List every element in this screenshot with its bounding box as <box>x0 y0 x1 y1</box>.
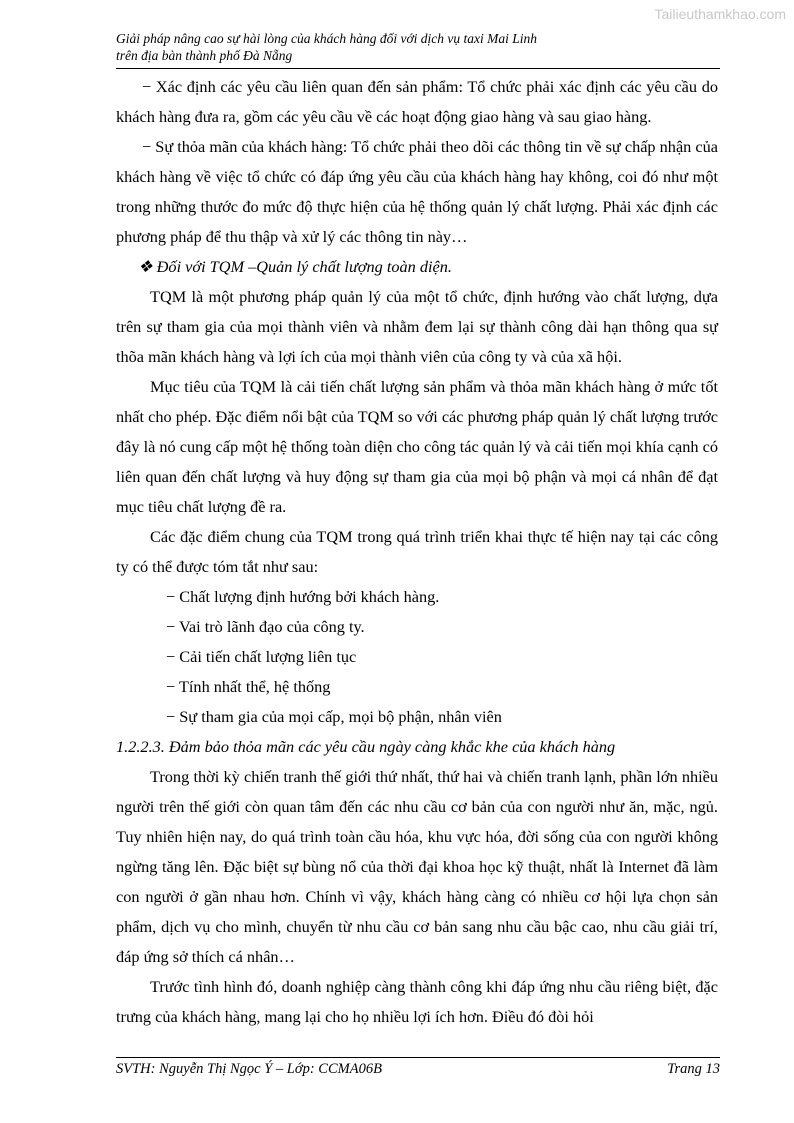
paragraph-tqm-characteristics: Các đặc điểm chung của TQM trong quá trình triển khai thực tế hiện nay tại các công ty có thể được tóm tắt như sau: <box>116 527 718 576</box>
tqm-heading: ❖ Đối với TQM –Quản lý chất lượng toàn diện. <box>138 257 452 276</box>
list-item: − Sự tham gia của mọi cấp, mọi bộ phận, nhân viên <box>166 707 502 726</box>
list-item: − Vai trò lãnh đạo của công ty. <box>166 617 365 636</box>
tqm-bullet-list <box>116 582 718 732</box>
header-line-1: Giải pháp nâng cao sự hài lòng của khách hàng đối với dịch vụ taxi Mai Linh <box>116 31 538 46</box>
page-number: Trang 13 <box>667 1061 720 1077</box>
page-body <box>116 72 718 1032</box>
footer-author: SVTH: Nguyễn Thị Ngọc Ý – Lớp: CCMA06B <box>116 1061 382 1077</box>
list-item: − Cải tiến chất lượng liên tục <box>166 647 357 666</box>
list-item: − Chất lượng định hướng bởi khách hàng. <box>166 587 440 606</box>
paragraph-product-requirements: − Xác định các yêu cầu liên quan đến sản phẩm: Tổ chức phải xác định các yêu cầu do khách hàng đưa ra, gồm các yêu cầu về các hoạt động giao hàng và sau giao hàng. <box>116 77 718 126</box>
watermark-text: Tailieuthamkhao.com <box>654 6 786 22</box>
running-footer <box>116 1060 720 1078</box>
paragraph-world-war-context: Trong thời kỳ chiến tranh thế giới thứ nhất, thứ hai và chiến tranh lạnh, phần lớn nhiều người trên thế giới còn quan tâm đến các nhu cầu cơ bản của con người như ăn, mặc, ngủ. Tuy nhiên hiện nay, do quá trình toàn cầu hóa, khu vực hóa, đời sống của con người không ngừng tăng lên. Đặc biệt sự bùng nổ của thời đại khoa học kỹ thuật, nhất là Internet đã làm con người ở gần nhau hơn. Chính vì vậy, khách hàng càng có nhiều cơ hội lựa chọn sản phẩm, dịch vụ cho mình, chuyển từ nhu cầu cơ bản sang nhu cầu bậc cao, nhu cầu giải trí, đáp ứng sở thích cá nhân… <box>116 767 718 966</box>
footer-divider <box>116 1057 720 1058</box>
list-item: − Tính nhất thể, hệ thống <box>166 677 331 696</box>
paragraph-business-success: Trước tình hình đó, doanh nghiệp càng thành công khi đáp ứng nhu cầu riêng biệt, đặc trưng của khách hàng, mang lại cho họ nhiều lợi ích hơn. Điều đó đòi hỏi <box>116 977 718 1026</box>
paragraph-tqm-objective: Mục tiêu của TQM là cải tiến chất lượng sản phẩm và thỏa mãn khách hàng ở mức tốt nhất cho phép. Đặc điểm nổi bật của TQM so với các phương pháp quản lý chất lượng trước đây là nó cung cấp một hệ thống toàn diện cho công tác quản lý và cải tiến mọi khía cạnh có liên quan đến chất lượng và huy động sự tham gia của mọi bộ phận và mọi cá nhân để đạt mục tiêu chất lượng đề ra. <box>116 377 718 516</box>
running-header <box>116 30 718 64</box>
header-line-2: trên địa bàn thành phố Đà Nẵng <box>116 48 293 63</box>
section-heading: 1.2.2.3. Đảm bảo thỏa mãn các yêu cầu ngày càng khắc khe của khách hàng <box>116 737 616 756</box>
paragraph-customer-satisfaction: − Sự thỏa mãn của khách hàng: Tổ chức phải theo dõi các thông tin về sự chấp nhận của khách hàng về việc tổ chức có đáp ứng yêu cầu của khách hàng hay không, coi đó như một trong những thước đo mức độ thực hiện của hệ thống quản lý chất lượng. Phải xác định các phương pháp để thu thập và xử lý các thông tin này… <box>116 137 718 246</box>
paragraph-tqm-definition: TQM là một phương pháp quản lý của một tổ chức, định hướng vào chất lượng, dựa trên sự tham gia của mọi thành viên và nhằm đem lại sự thành công dài hạn thông qua sự thõa mãn khách hàng và lợi ích của mọi thành viên của công ty và của xã hội. <box>116 287 718 366</box>
header-divider <box>116 68 720 69</box>
